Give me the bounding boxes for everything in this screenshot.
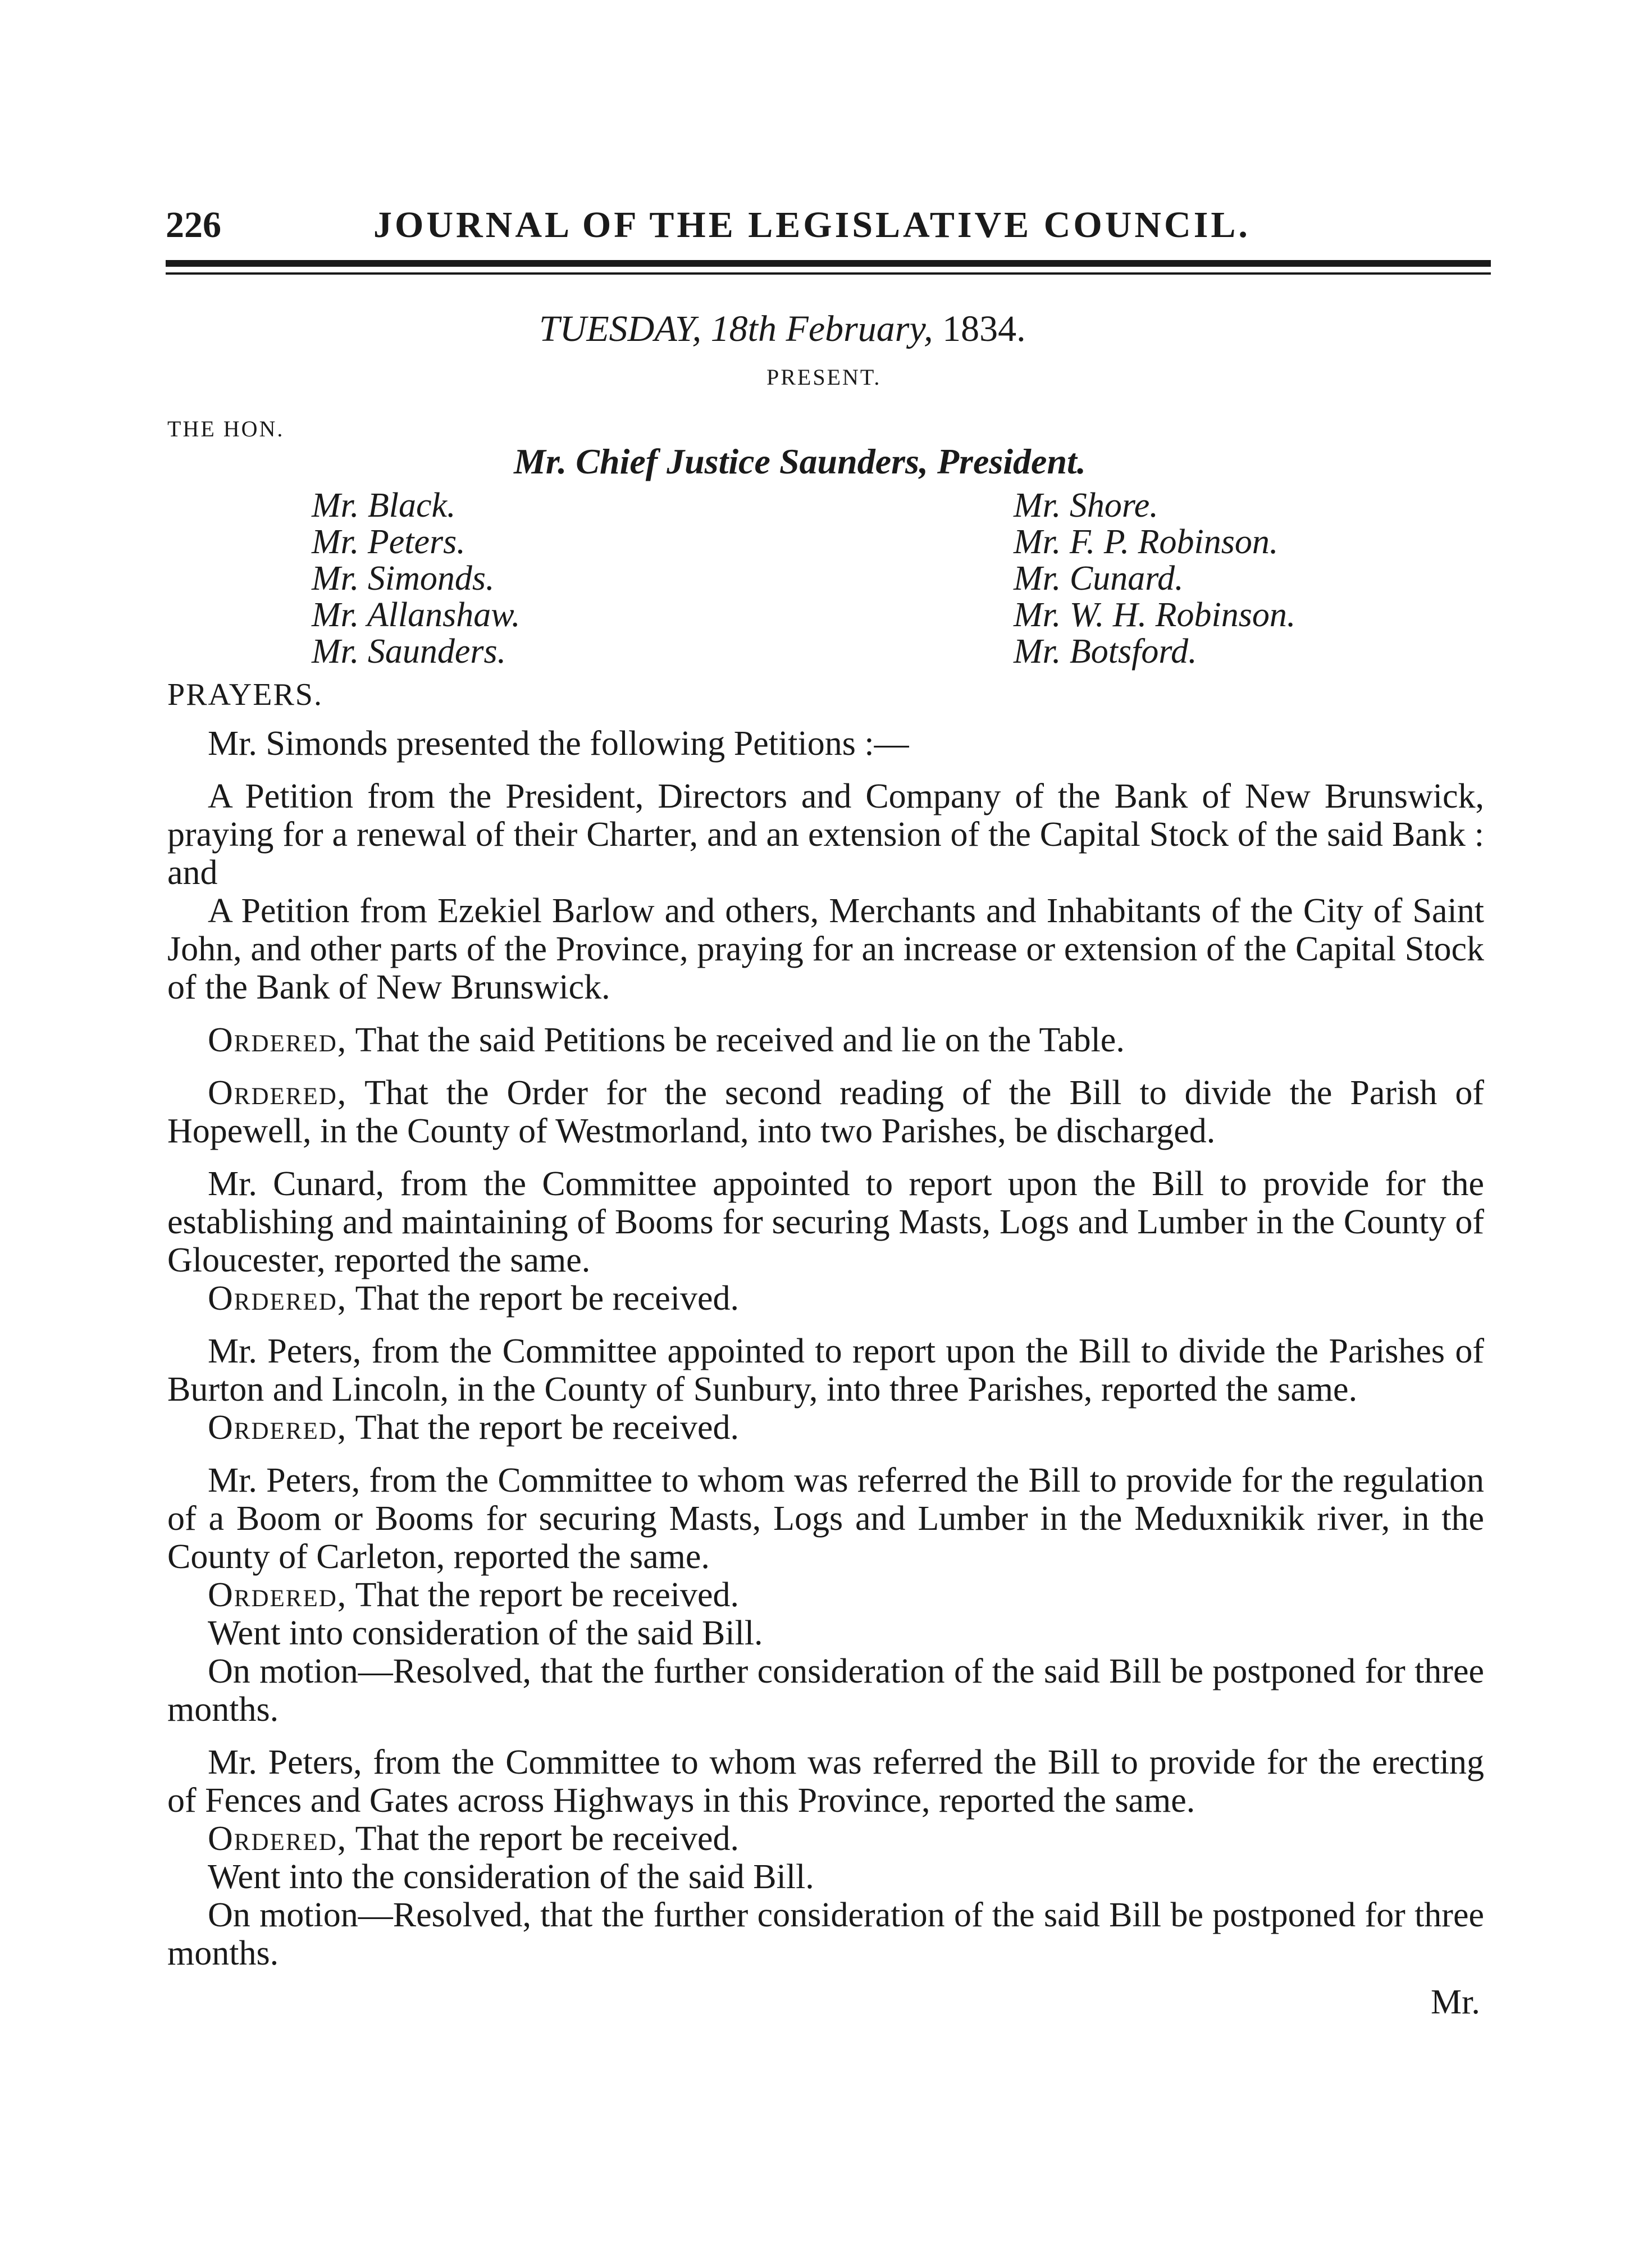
running-title: JOURNAL OF THE LEGISLATIVE COUNCIL. xyxy=(373,204,1251,245)
paragraph: Mr. Simonds presented the following Petitions :— xyxy=(208,724,909,763)
order-entry xyxy=(167,1576,1484,1614)
paragraph: Went into the consideration of the said Bill. xyxy=(208,1858,814,1896)
member-left: Mr. Allanshaw. xyxy=(312,596,521,634)
present-label: PRESENT. xyxy=(766,364,882,390)
session-date xyxy=(539,308,1026,350)
order-entry xyxy=(167,1409,1484,1447)
paragraph: Went into consideration of the said Bill. xyxy=(208,1614,763,1652)
journal-body xyxy=(167,724,1484,1972)
page-header xyxy=(166,194,1491,261)
order-text: That the report be received. xyxy=(355,1576,740,1614)
paragraph: On motion—Resolved, that the further consideration of the said Bill be postponed for three months. xyxy=(167,1652,1484,1729)
order-entry xyxy=(167,1279,1484,1318)
header-rule-thick xyxy=(166,260,1491,267)
the-hon-label: THE HON. xyxy=(167,416,285,441)
member-right: Mr. Cunard. xyxy=(1014,559,1184,598)
catchword: Mr. xyxy=(1431,1983,1480,2021)
session-day-month: 18th February, xyxy=(710,308,933,349)
paragraph: Mr. Peters, from the Committee to whom was referred the Bill to provide for the regulation of a Boom or Booms for securing Masts, Logs and Lumber in the Meduxnikik river, in the County of Carleton, reported the same. xyxy=(167,1461,1484,1576)
ordered-word: Ordered, xyxy=(208,1074,348,1112)
paragraph: A Petition from the President, Directors and Company of the Bank of New Brunswick, praying for a renewal of their Charter, and an extension of the Capital Stock of the said Bank : and xyxy=(167,777,1484,892)
paragraph: On motion—Resolved, that the further consideration of the said Bill be postponed for three months. xyxy=(167,1896,1484,1972)
order-entry xyxy=(167,1021,1484,1059)
order-text: That the said Petitions be received and lie on the Table. xyxy=(355,1021,1125,1059)
ordered-word: Ordered, xyxy=(208,1279,348,1318)
paragraph: Mr. Cunard, from the Committee appointed to report upon the Bill to provide for the establishing and maintaining of Booms for securing Masts, Logs and Lumber in the County of Gloucester, reported the same. xyxy=(167,1165,1484,1279)
session-year: 1834. xyxy=(942,308,1026,349)
member-left: Mr. Peters. xyxy=(312,523,466,561)
member-right: Mr. Shore. xyxy=(1014,486,1158,525)
paragraph: Mr. Peters, from the Committee appointed to report upon the Bill to divide the Parishes of Burton and Lincoln, in the County of Sunbury, into three Parishes, reported the same. xyxy=(167,1332,1484,1409)
ordered-word: Ordered, xyxy=(208,1820,348,1858)
order-text: That the report be received. xyxy=(355,1820,740,1858)
member-right: Mr. Botsford. xyxy=(1014,632,1197,671)
ordered-word: Ordered, xyxy=(208,1409,348,1447)
header-rule-thin xyxy=(166,272,1491,275)
order-entry xyxy=(167,1074,1484,1150)
order-text: That the report be received. xyxy=(355,1409,740,1447)
order-text: That the report be received. xyxy=(355,1279,740,1318)
prayers-label: PRAYERS. xyxy=(167,677,323,712)
paragraph: A Petition from Ezekiel Barlow and others, Merchants and Inhabitants of the City of Saint John, and other parts of the Province, praying for an increase or extension of the Capital Stock of the Bank of New Brunswick. xyxy=(167,892,1484,1006)
member-left: Mr. Black. xyxy=(312,486,456,525)
ordered-word: Ordered, xyxy=(208,1576,348,1614)
order-text: That the Order for the second reading of the Bill to divide the Parish of Hopewell, in the County of Westmorland, into two Parishes, be discharged. xyxy=(167,1074,1484,1150)
ordered-word: Ordered, xyxy=(208,1021,348,1059)
member-right: Mr. F. P. Robinson. xyxy=(1014,523,1279,561)
member-left: Mr. Simonds. xyxy=(312,559,495,598)
member-right: Mr. W. H. Robinson. xyxy=(1014,596,1296,634)
president-line: Mr. Chief Justice Saunders, President. xyxy=(514,441,1086,481)
session-day: TUESDAY, xyxy=(539,308,702,349)
order-entry xyxy=(167,1820,1484,1858)
page-number: 226 xyxy=(166,204,221,245)
paragraph: Mr. Peters, from the Committee to whom was referred the Bill to provide for the erecting of Fences and Gates across Highways in this Province, reported the same. xyxy=(167,1743,1484,1820)
member-left: Mr. Saunders. xyxy=(312,632,506,671)
